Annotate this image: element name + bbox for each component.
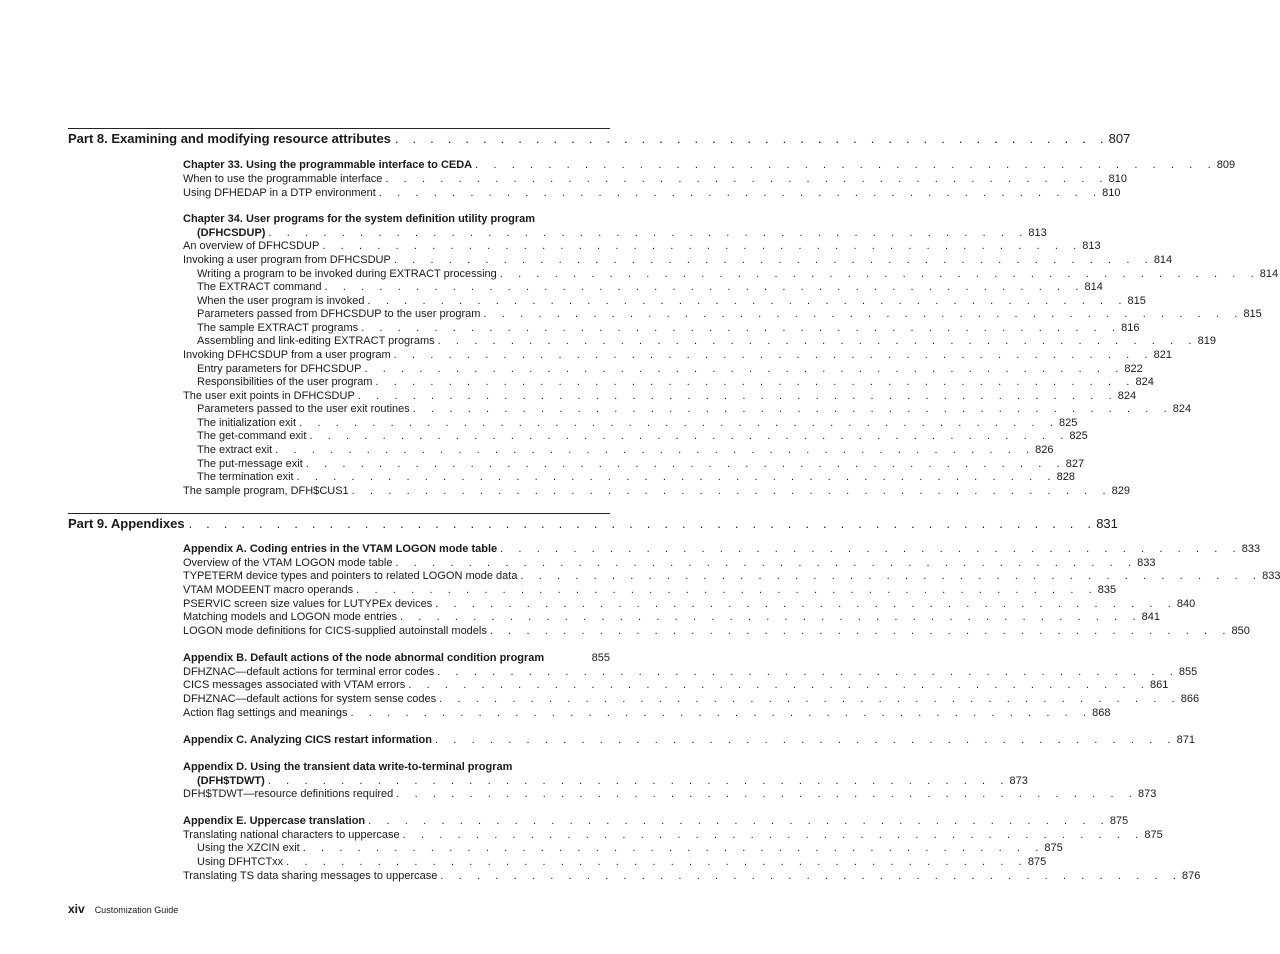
part-9-heading — [68, 513, 1118, 531]
toc-entry — [183, 485, 1130, 499]
entry-title: An overview of DFHCSDUP — [183, 240, 320, 252]
toc-entry — [183, 679, 1169, 693]
toc-entry — [183, 254, 1173, 268]
toc-entry — [197, 430, 1088, 444]
toc-entry — [183, 870, 1201, 884]
dot-leader: . . . . . . . . . . . . . . . . . . . . . . . . . . . . . . . . . . . . . . . . . — [520, 570, 1263, 582]
appendix-page: 855 — [591, 652, 610, 664]
entry-page: 841 — [1141, 611, 1161, 623]
entry-page: 822 — [1124, 363, 1143, 375]
dot-leader: . . . . . . . . . . . . . . . . . . . . . . . . . . . . . . . . . . . . . . . . . . — [305, 458, 1066, 470]
entry-page: 825 — [1069, 430, 1088, 442]
dot-leader: . . . . . . . . . . . . . . . . . . . . . . . . . . . . . . . . . . . . . . . . . — [302, 842, 1045, 854]
dot-leader: . . . . . . . . . . . . . . . . . . . . . . . . . . . . . . . . . . . . . . . . . — [500, 543, 1242, 555]
entry-title: VTAM MODEENT macro operands — [183, 584, 354, 596]
entry-title: The termination exit — [197, 471, 294, 483]
part-title: Part 8. Examining and modifying resource attributes — [68, 131, 391, 146]
toc-entry — [183, 570, 1280, 584]
appendix-page: 833 — [1241, 543, 1261, 555]
part-title: Part 9. Appendixes — [68, 516, 185, 531]
appendix-heading — [183, 815, 1129, 829]
toc-entry — [183, 390, 1137, 404]
entry-title: Overview of the VTAM LOGON mode table — [183, 557, 393, 569]
toc-entry — [197, 268, 1279, 282]
entry-title: TYPETERM device types and pointers to related LOGON mode data — [183, 570, 518, 582]
entry-page: 866 — [1180, 693, 1200, 705]
entry-page: 824 — [1172, 403, 1192, 415]
dot-leader: . . . . . . . . . . . . . . . . . . . . . . . . . . . . . . . . . . . . . . . . . — [396, 788, 1138, 800]
entry-title: When the user program is invoked — [197, 295, 365, 307]
entry-page: 873 — [1137, 788, 1157, 800]
entry-page: 875 — [1027, 856, 1047, 868]
entry-title: The get-command exit — [197, 430, 307, 442]
toc-entry — [197, 842, 1063, 856]
entry-page: 825 — [1059, 417, 1078, 429]
part-page: 831 — [1096, 516, 1118, 531]
entry-title: Entry parameters for DFHCSDUP — [197, 363, 362, 375]
chapter-title: Chapter 34. User programs for the system definition utility program — [183, 213, 536, 225]
entry-page: 829 — [1111, 485, 1130, 497]
entry-title: The sample EXTRACT programs — [197, 322, 359, 334]
entry-title: Writing a program to be invoked during EXTRACT processing — [197, 268, 497, 280]
appendix-title: Appendix A. Coding entries in the VTAM LOGON mode table — [183, 543, 498, 555]
toc-entry — [183, 349, 1172, 363]
dot-leader: . . . . . . . . . . . . . . . . . . . . . . . . . . . . . . . . . . . . . . . . . . — [364, 363, 1125, 375]
entry-title: The extract exit — [197, 444, 273, 456]
dot-leader: . . . . . . . . . . . . . . . . . . . . . . . . . . . . . . . . . . . . . . . . . . — [393, 254, 1154, 266]
entry-page: 855 — [1178, 666, 1198, 678]
entry-page: 814 — [1259, 268, 1279, 280]
appendix-heading — [183, 543, 1261, 557]
dot-leader: . . . . . . . . . . . . . . . . . . . . . . . . . . . . . . . . . . . . . . . . . . — [393, 349, 1154, 361]
dot-leader: . . . . . . . . . . . . . . . . . . . . . . . . . . . . . . . . . . . . . . . . . . — [361, 322, 1122, 334]
entry-page: 835 — [1097, 584, 1117, 596]
entry-page: 824 — [1117, 390, 1137, 402]
appendix-heading-line2 — [197, 775, 1028, 789]
chapter-title: Chapter 33. Using the programmable interface to CEDA — [183, 159, 473, 171]
dot-leader: . . . . . . . . . . . . . . . . . . . . . . . . . . . . . . . . . . . . . . . . . — [286, 856, 1028, 868]
dot-leader: . . . . . . . . . . . . . . . . . . . . . . . . . . . . . . . . . . . . . . . . . — [402, 829, 1145, 841]
appendix-heading — [183, 734, 1195, 748]
dot-leader: . . . . . . . . . . . . . . . . . . . . . . . . . . . . . . . . . . . . . . . . . . — [499, 268, 1260, 280]
toc-entry — [197, 335, 1216, 349]
toc-entry — [183, 829, 1163, 843]
dot-leader: . . . . . . . . . . . . . . . . . . . . . . . . . . . . . . . . . . . . . . . . . — [394, 131, 1109, 146]
toc-entry — [183, 693, 1200, 707]
entry-title: The sample program, DFH$CUS1 — [183, 485, 349, 497]
entry-page: 824 — [1135, 376, 1154, 388]
dot-leader: . . . . . . . . . . . . . . . . . . . . . . . . . . . . . . . . . . . . . . . . . . — [412, 403, 1173, 415]
dot-leader: . . . . . . . . . . . . . . . . . . . . . . . . . . . . . . . . . . . . . . . . . . — [322, 240, 1083, 252]
toc-entry — [197, 295, 1146, 309]
entry-title: The initialization exit — [197, 417, 297, 429]
toc-entry — [197, 403, 1192, 417]
entry-page: 814 — [1153, 254, 1173, 266]
page-footer — [68, 902, 178, 916]
chapter-heading-line2 — [197, 227, 1047, 241]
footer-page-number: xiv — [68, 902, 85, 916]
entry-title: Using the XZCIN exit — [197, 842, 300, 854]
toc-entry — [197, 444, 1054, 458]
entry-page: 814 — [1084, 281, 1103, 293]
entry-title: LOGON mode definitions for CICS-supplied autoinstall models — [183, 625, 487, 637]
entry-page: 810 — [1108, 173, 1128, 185]
appendix-heading-line1 — [183, 761, 610, 775]
entry-title: Assembling and link-editing EXTRACT programs — [197, 335, 435, 347]
entry-page: 821 — [1153, 349, 1172, 361]
toc-entry — [197, 458, 1085, 472]
appendix-title: Appendix D. Using the transient data write-to-terminal program — [183, 761, 513, 773]
entry-page: 840 — [1176, 598, 1196, 610]
dot-leader: . . . . . . . . . . . . . . . . . . . . . . . . . . . . . . . . . . . . . . . . . . — [324, 281, 1085, 293]
dot-leader: . . . . . . . . . . . . . . . . . . . . . . . . . . . . . . . . . . . . . . . . . — [408, 679, 1150, 691]
entry-page: 876 — [1182, 870, 1201, 882]
dot-leader: . . . . . . . . . . . . . . . . . . . . . . . . . . . . . . . . . . . . . . . . . . — [296, 471, 1057, 483]
entry-title: Invoking a user program from DFHCSDUP — [183, 254, 391, 266]
entry-title: When to use the programmable interface — [183, 173, 383, 185]
entry-page: 816 — [1121, 322, 1140, 334]
entry-title: Using DFHTCTxx — [197, 856, 284, 868]
chapter-page: 809 — [1216, 159, 1236, 171]
dot-leader: . . . . . . . . . . . . . . . . . . . . . . . . . . . . . . . . . . . . . . . . — [378, 187, 1103, 199]
entry-title: DFHZNAC—default actions for system sense codes — [183, 693, 437, 705]
entry-page: 875 — [1044, 842, 1063, 854]
appendix-heading — [183, 652, 610, 666]
toc-entry — [183, 187, 1121, 201]
entry-page: 828 — [1056, 471, 1075, 483]
dot-leader: . . . . . . . . . . . . . . . . . . . . . . . . . . . . . . . . . . . . . . . . . . — [299, 417, 1060, 429]
appendix-title: Appendix C. Analyzing CICS restart information — [183, 734, 432, 746]
dot-leader: . . . . . . . . . . . . . . . . . . . . . . . . . . . . . . . . . . . . . . . . — [385, 173, 1109, 185]
appendix-title: Appendix E. Uppercase translation — [183, 815, 366, 827]
dot-leader: . . . . . . . . . . . . . . . . . . . . . . . . . . . . . . . . . . . . . . . . . . — [483, 308, 1244, 320]
footer-book-title: Customization Guide — [94, 905, 179, 915]
toc-entry — [197, 417, 1078, 431]
entry-title: Translating national characters to uppercase — [183, 829, 400, 841]
entry-title: Using DFHEDAP in a DTP environment — [183, 187, 376, 199]
dot-leader: . . . . . . . . . . . . . . . . . . . . . . . . . . . . . . . . . . . . . . . . . — [437, 666, 1179, 678]
dot-leader: . . . . . . . . . . . . . . . . . . . . . . . . . . . . . . . . . . . . . . . . . — [440, 870, 1183, 882]
entry-page: 815 — [1243, 308, 1262, 320]
dot-leader: . . . . . . . . . . . . . . . . . . . . . . . . . . . . . . . . . . . . . . . . . . — [275, 444, 1036, 456]
dot-leader: . . . . . . . . . . . . . . . . . . . . . . . . . . . . . . . . . . . . . . . . . — [356, 584, 1098, 596]
entry-page: 810 — [1102, 187, 1121, 199]
entry-title: The user exit points in DFHCSDUP — [183, 390, 355, 402]
entry-title: Parameters passed to the user exit routines — [197, 403, 410, 415]
entry-title: DFH$TDWT—resource definitions required — [183, 788, 394, 800]
entry-title: PSERVIC screen size values for LUTYPEx devices — [183, 598, 433, 610]
dot-leader: . . . . . . . . . . . . . . . . . . . . . . . . . . . . . . . . . . . . . . . . . . — [268, 227, 1029, 239]
chapter-heading-line1 — [183, 213, 610, 227]
toc-entry — [197, 363, 1143, 377]
entry-title: Invoking DFHCSDUP from a user program — [183, 349, 391, 361]
dot-leader: . . . . . . . . . . . . . . . . . . . . . . . . . . . . . . . . . . . . . . . . . . . . . . . . . . . . — [188, 516, 1097, 531]
dot-leader: . . . . . . . . . . . . . . . . . . . . . . . . . . . . . . . . . . . . . . . . . — [400, 611, 1142, 623]
dot-leader: . . . . . . . . . . . . . . . . . . . . . . . . . . . . . . . . . . . . . . . . . — [435, 598, 1177, 610]
toc-entry — [183, 173, 1128, 187]
entry-title: CICS messages associated with VTAM errors — [183, 679, 406, 691]
entry-page: 813 — [1082, 240, 1101, 252]
dot-leader: . . . . . . . . . . . . . . . . . . . . . . . . . . . . . . . . . . . . . . . . . — [395, 557, 1138, 569]
entry-title: The put-message exit — [197, 458, 303, 470]
entry-title: DFHZNAC—default actions for terminal error codes — [183, 666, 435, 678]
toc-entry — [183, 240, 1101, 254]
toc-entry — [183, 611, 1161, 625]
entry-page: 819 — [1197, 335, 1216, 347]
dot-leader: . . . . . . . . . . . . . . . . . . . . . . . . . . . . . . . . . . . . . . . . . . — [357, 390, 1118, 402]
part-page: 807 — [1108, 131, 1131, 146]
dot-leader: . . . . . . . . . . . . . . . . . . . . . . . . . . . . . . . . . . . . . . . . . . — [375, 376, 1136, 388]
dot-leader: . . . . . . . . . . . . . . . . . . . . . . . . . . . . . . . . . . . . . . . . . . — [309, 430, 1070, 442]
appendix-page: 871 — [1176, 734, 1195, 746]
entry-page: 833 — [1262, 570, 1280, 582]
appendix-title-cont: (DFH$TDWT) — [197, 775, 265, 787]
toc-entry — [183, 666, 1198, 680]
dot-leader: . . . . . . . . . . . . . . . . . . . . . . . . . . . . . . . . . . . . . . . . . — [267, 775, 1010, 787]
entry-page: 875 — [1144, 829, 1163, 841]
toc-entry — [197, 856, 1047, 870]
toc-entry — [197, 322, 1140, 336]
dot-leader: . . . . . . . . . . . . . . . . . . . . . . . . . . . . . . . . . . . . . . . . . — [434, 734, 1177, 746]
toc-entry — [183, 598, 1196, 612]
chapter-page: 813 — [1028, 227, 1047, 239]
chapter-title-cont: (DFHCSDUP) — [197, 227, 266, 239]
entry-page: 861 — [1149, 679, 1169, 691]
dot-leader: . . . . . . . . . . . . . . . . . . . . . . . . . . . . . . . . . . . . . . . . . . — [351, 485, 1112, 497]
dot-leader: . . . . . . . . . . . . . . . . . . . . . . . . . . . . . . . . . . . . . . . . . — [368, 815, 1110, 827]
toc-entry — [197, 376, 1154, 390]
entry-title: Matching models and LOGON mode entries — [183, 611, 397, 623]
entry-page: 827 — [1065, 458, 1085, 470]
entry-page: 826 — [1035, 444, 1054, 456]
dot-leader: . . . . . . . . . . . . . . . . . . . . . . . . . . . . . . . . . . . . . . . . . — [439, 693, 1181, 705]
dot-leader: . . . . . . . . . . . . . . . . . . . . . . . . . . . . . . . . . . . . . . . . . . — [367, 295, 1128, 307]
toc-entry — [197, 281, 1103, 295]
entry-title: Translating TS data sharing messages to uppercase — [183, 870, 438, 882]
entry-title: Action flag settings and meanings — [183, 707, 348, 719]
entry-page: 868 — [1092, 707, 1111, 719]
entry-page: 850 — [1231, 625, 1250, 637]
dot-leader: . . . . . . . . . . . . . . . . . . . . . . . . . . . . . . . . . . . . . . . . . . — [437, 335, 1198, 347]
toc-entry — [183, 584, 1117, 598]
toc-entry — [197, 471, 1075, 485]
appendix-page: 875 — [1109, 815, 1129, 827]
part-8-heading — [68, 128, 1131, 146]
entry-page: 815 — [1127, 295, 1146, 307]
toc-entry — [183, 625, 1250, 639]
toc-entry — [197, 308, 1262, 322]
appendix-page: 873 — [1009, 775, 1028, 787]
dot-leader: . . . . . . . . . . . . . . . . . . . . . . . . . . . . . . . . . . . . . . . . . — [475, 159, 1217, 171]
toc-entry — [183, 707, 1111, 721]
dot-leader: . . . . . . . . . . . . . . . . . . . . . . . . . . . . . . . . . . . . . . . . . — [489, 625, 1232, 637]
entry-title: Responsibilities of the user program — [197, 376, 373, 388]
toc-entry — [183, 557, 1156, 571]
chapter-heading — [183, 159, 1236, 173]
entry-title: Parameters passed from DFHCSDUP to the user program — [197, 308, 481, 320]
appendix-title: Appendix B. Default actions of the node abnormal condition program — [183, 652, 545, 664]
entry-page: 833 — [1137, 557, 1156, 569]
dot-leader: . . . . . . . . . . . . . . . . . . . . . . . . . . . . . . . . . . . . . . . . . — [350, 707, 1093, 719]
toc-entry — [183, 788, 1157, 802]
entry-title: The EXTRACT command — [197, 281, 322, 293]
